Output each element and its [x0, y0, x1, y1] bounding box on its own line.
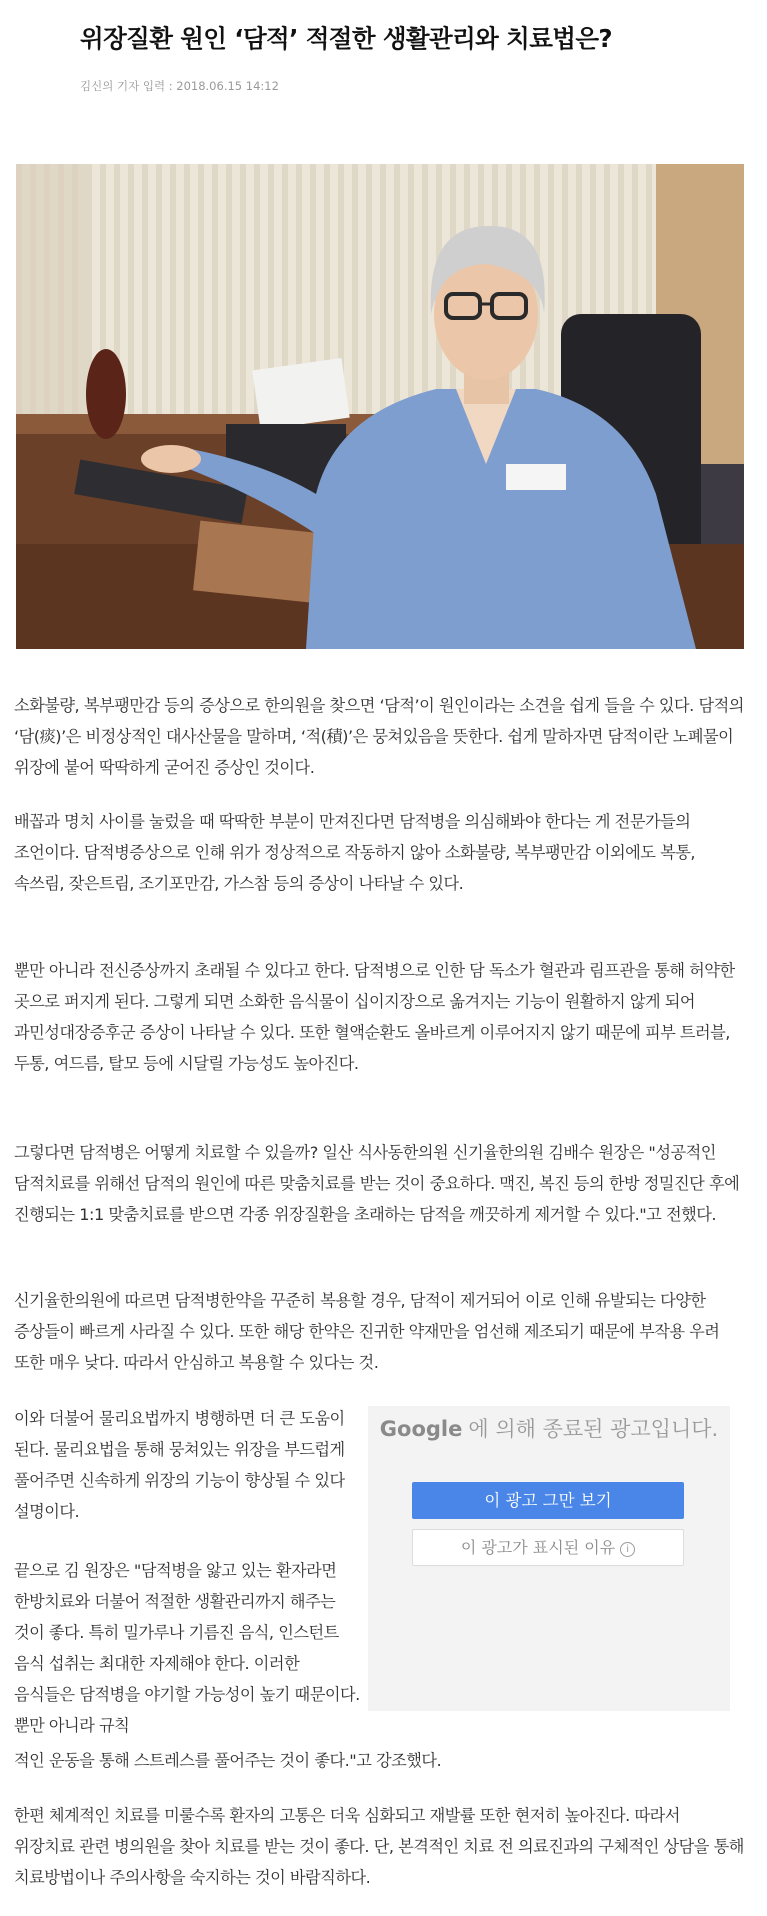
why-this-ad-label: 이 광고가 표시된 이유 [460, 1538, 616, 1557]
article-paragraph-1: 소화불량, 복부팽만감 등의 증상으로 한의원을 찾으면 ‘담적’이 원인이라는 소견을 쉽게 들을 수 있다. 담적의 ‘담(痰)’은 비정상적인 대사산물을 말하며, ‘적(積)’은 뭉쳐있음을 뜻한다. 쉽게 말하자면 담적이란 노폐물이 위장에 붙어 딱딱하게 굳어진 증상인 것이다. [14, 696, 744, 777]
stop-seeing-ad-button[interactable]: 이 광고 그만 보기 [412, 1482, 684, 1519]
article-photo [16, 164, 744, 649]
article-title: 위장질환 원인 ‘담적’ 적절한 생활관리와 치료법은? [80, 24, 613, 53]
info-icon: i [620, 1542, 635, 1557]
article-paragraph-5: 신기율한의원에 따르면 담적병한약을 꾸준히 복용할 경우, 담적이 제거되어 이로 인해 유발되는 다양한 증상들이 빠르게 사라질 수 있다. 또한 해당 한약은 진귀한 약재만을 엄선해 제조되기 때문에 부작용 우려 또한 매우 낮다. 따라서 안심하고 복용할 수 있다는 것. [14, 1291, 720, 1372]
article-byline: 김신의 기자 입력 : 2018.06.15 14:12 [80, 79, 279, 93]
doctor-photo-illustration [16, 164, 744, 649]
ad-closed-text: 에 의해 종료된 광고입니다. [468, 1417, 719, 1441]
ad-closed-heading [374, 1414, 724, 1444]
article-paragraph-3: 뿐만 아니라 전신증상까지 초래될 수 있다고 한다. 담적병으로 인한 담 독소가 혈관과 림프관을 통해 허약한 곳으로 퍼지게 된다. 그렇게 되면 소화한 음식물이 십이지장으로 옮겨지는 기능이 원활하지 않게 되어 과민성대장증후군 증상이 나타날 수 있다. 또한 혈액순환도 올바르게 이루어지지 않기 때문에 피부 트러블, 두통, 여드름, 탈모 등에 시달릴 가능성도 높아진다. [14, 961, 735, 1073]
why-this-ad-button[interactable] [412, 1529, 684, 1566]
google-logo: Google [379, 1417, 463, 1441]
article-paragraph-6: 이와 더불어 물리요법까지 병행하면 더 큰 도움이 된다. 물리요법을 통해 뭉쳐있는 위장을 부드럽게 풀어주면 신속하게 위장의 기능이 향상될 수 있다 설명이다. [14, 1409, 345, 1521]
article-paragraph-7-end: 적인 운동을 통해 스트레스를 풀어주는 것이 좋다."고 강조했다. [14, 1751, 442, 1770]
article-paragraph-2: 배꼽과 명치 사이를 눌렀을 때 딱딱한 부분이 만져진다면 담적병을 의심해봐야 한다는 게 전문가들의 조언이다. 담적병증상으로 인해 위가 정상적으로 작동하지 않아 소화불량, 복부팽만감 이외에도 복통, 속쓰림, 잦은트림, 조기포만감, 가스참 등의 증상이 나타날 수 있다. [14, 812, 696, 893]
article-paragraph-8: 한편 체계적인 치료를 미룰수록 환자의 고통은 더욱 심화되고 재발률 또한 현저히 높아진다. 따라서 위장치료 관련 병의원을 찾아 치료를 받는 것이 좋다. 단, 본격적인 치료 전 의료진과의 구체적인 상담을 통해 치료방법이나 주의사항을 숙지하는 것이 바람직하다. [14, 1806, 744, 1887]
article-paragraph-4: 그렇다면 담적병은 어떻게 치료할 수 있을까? 일산 식사동한의원 신기율한의원 김배수 원장은 "성공적인 담적치료를 위해선 담적의 원인에 따른 맞춤치료를 받는 것이 중요하다. 맥진, 복진 등의 한방 정밀진단 후에 진행되는 1:1 맞춤치료를 받으면 각종 위장질환을 초래하는 담적을 깨끗하게 제거할 수 있다."고 전했다. [14, 1143, 740, 1224]
ad-closed-panel [368, 1406, 730, 1711]
article-paragraph-7: 끝으로 김 원장은 "담적병을 앓고 있는 환자라면 한방치료와 더불어 적절한 생활관리까지 해주는 것이 좋다. 특히 밀가루나 기름진 음식, 인스턴트 음식 섭취는 최대한 자제해야 한다. 이러한 음식들은 담적병을 야기할 가능성이 높기 때문이다. 뿐만 아니라 규칙 [14, 1561, 360, 1735]
